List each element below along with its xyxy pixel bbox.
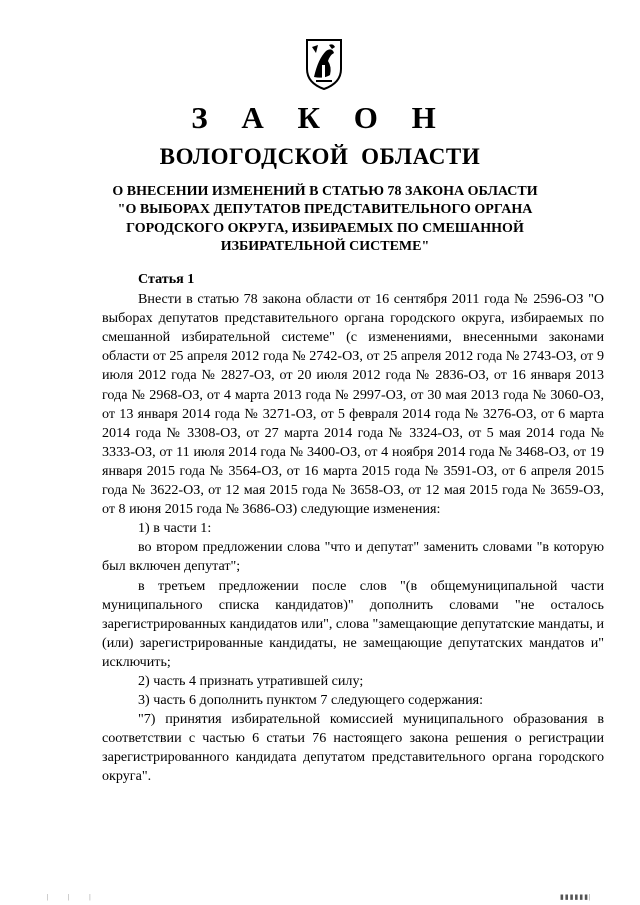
barcode-mark: ▮▮▮▮▮▮|	[560, 893, 592, 901]
law-subject	[110, 183, 540, 256]
paragraph: в третьем предложении после слов "(в общемуниципальной части муниципального списка кандидатов)" дополнить словами "не осталось зарегистрированных кандидатов или", слова "замещающие депутатские мандаты, и (или) зарегистрированные кандидаты, не замещающие депутатских мандатов и" исключить;	[102, 577, 604, 670]
paragraph: Внести в статью 78 закона области от 16 сентября 2011 года № 2596-ОЗ "О выборах депутатов представительного органа городского округа, избираемых по смешанной избирательной системе" (с изменениями, внесенными законами области от 25 апреля 2012 года № 2742-ОЗ, от 25 апреля 2012 года № 2743-ОЗ, от 9 июля 2012 года № 2827-ОЗ, от 20 июля 2012 года № 2836-ОЗ, от 16 января 2013 года № 2968-ОЗ, от 4 марта 2013 года № 2997-ОЗ, от 30 мая 2013 года № 3060-ОЗ, от 13 января 2014 года № 3271-ОЗ, от 5 февраля 2014 года № 3276-ОЗ, от 6 марта 2014 года № 3308-ОЗ, от 27 марта 2014 года № 3324-ОЗ, от 5 мая 2014 года № 3333-ОЗ, от 11 июля 2014 года № 3400-ОЗ, от 4 ноября 2014 года № 3468-ОЗ, от 19 января 2015 года № 3564-ОЗ, от 16 марта 2015 года № 3591-ОЗ, от 6 апреля 2015 года № 3622-ОЗ, от 12 мая 2015 года № 3658-ОЗ, от 12 мая 2015 года № 3659-ОЗ, от 8 июня 2015 года № 3686-ОЗ) следующие изменения:	[102, 291, 604, 518]
coat-of-arms-icon	[304, 37, 344, 91]
law-body	[102, 270, 604, 787]
paragraph: 1) в части 1:	[138, 520, 212, 537]
subject-line: ГОРОДСКОГО ОКРУГА, ИЗБИРАЕМЫХ ПО СМЕШАННОЙ	[126, 220, 524, 236]
paragraph: 2) часть 4 признать утратившей силу;	[138, 672, 364, 689]
law-title: З А К О Н	[191, 100, 449, 135]
article-heading: Статья 1	[138, 271, 195, 287]
paragraph: 3) часть 6 дополнить пунктом 7 следующего содержания:	[138, 692, 484, 709]
subject-line: "О ВЫБОРАХ ДЕПУТАТОВ ПРЕДСТАВИТЕЛЬНОГО ОРГАНА	[117, 202, 533, 218]
subject-line: О ВНЕСЕНИИ ИЗМЕНЕНИЙ В СТАТЬЮ 78 ЗАКОНА ОБЛАСТИ	[112, 184, 538, 199]
paragraph: во втором предложении слова "что и депутат" заменить словами "в которую был включен депутат";	[102, 539, 604, 575]
subject-line: ИЗБИРАТЕЛЬНОЙ СИСТЕМЕ"	[220, 238, 430, 254]
region-name: ВОЛОГОДСКОЙ ОБЛАСТИ	[159, 144, 481, 169]
scan-marks: | | |	[47, 893, 100, 901]
paragraph: "7) принятия избирательной комиссией муниципального образования в соответствии с частью 6 статьи 76 настоящего закона решения о регистрации зарегистрированного кандидата депутатом представительного органа городского округа".	[102, 711, 604, 785]
